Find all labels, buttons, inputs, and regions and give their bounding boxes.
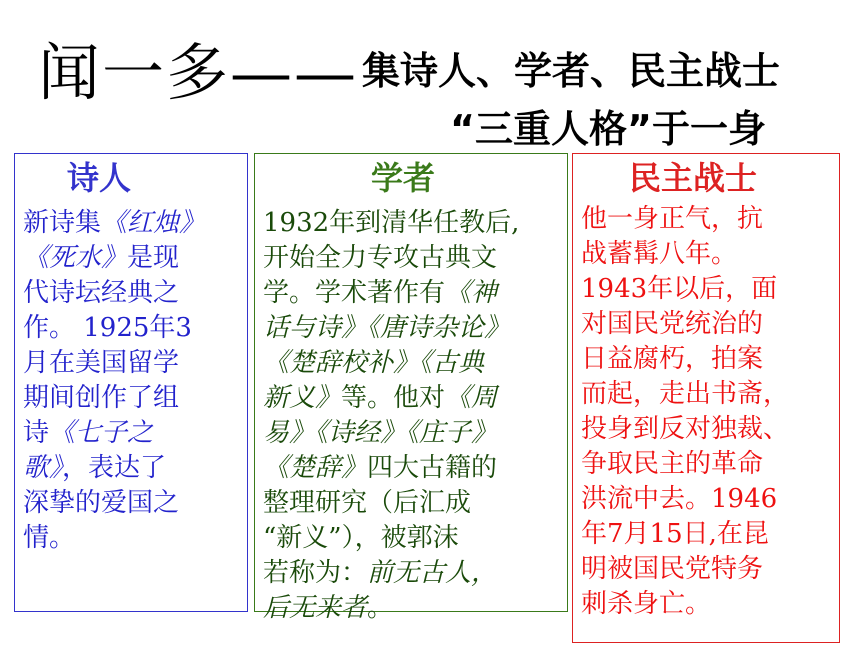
text-segment: 《神 话与诗》《唐诗杂论》 《楚辞校补》《古典 新义》	[263, 278, 511, 413]
text-segment: 四大古籍的 整理研究（后汇成 “新义”），被郭沫 若称为：	[263, 453, 498, 588]
page-title: 闻一多——	[38, 36, 359, 109]
poet-text	[23, 206, 245, 556]
text-segment: 新诗集	[23, 208, 102, 238]
fighter-column	[572, 153, 840, 643]
scholar-heading: 学者	[371, 159, 436, 197]
text-segment: 等。他对	[341, 383, 446, 413]
fighter-heading: 民主战士	[629, 159, 758, 197]
text-segment: 前无古人， 后无来者	[263, 558, 498, 623]
page-subtitle-line1: 集诗人、学者、民主战士	[362, 49, 781, 93]
scholar-column	[254, 153, 568, 623]
text-segment: 1932年到清华任教后, 开始全力专攻古典文 学。学术著作有	[263, 208, 520, 308]
text-segment: 《周 易》《诗经》《庄子》 《楚辞》	[263, 383, 498, 483]
text-segment: 是现 代诗坛经典之 作。 1925年3 月在美国留学 期间创作了组 诗	[23, 243, 192, 448]
text-segment: 《七子之 歌》	[23, 418, 154, 483]
poet-column	[14, 153, 248, 612]
text-segment: ，表达了 深挚的爱国之 情。	[23, 453, 180, 553]
text-segment: 《死水》	[23, 243, 128, 273]
text-segment: 《红烛》	[101, 208, 206, 238]
scholar-text	[263, 206, 565, 626]
fighter-text	[581, 202, 837, 622]
poet-heading: 诗人	[67, 159, 132, 197]
text-segment: 。	[367, 593, 394, 623]
text-segment: 他一身正气，抗 战蓄髯八年。 1943年以后，面 对国民党统治的 日益腐朽，拍案 而起，走出书斋， 投身到反对独裁、 争取民主的革命 洪流中去。1946 年7月15日,在昆 明被国民党特务 刺杀身亡。	[581, 204, 790, 619]
page-subtitle-line2: “三重人格”于一身	[450, 107, 766, 151]
